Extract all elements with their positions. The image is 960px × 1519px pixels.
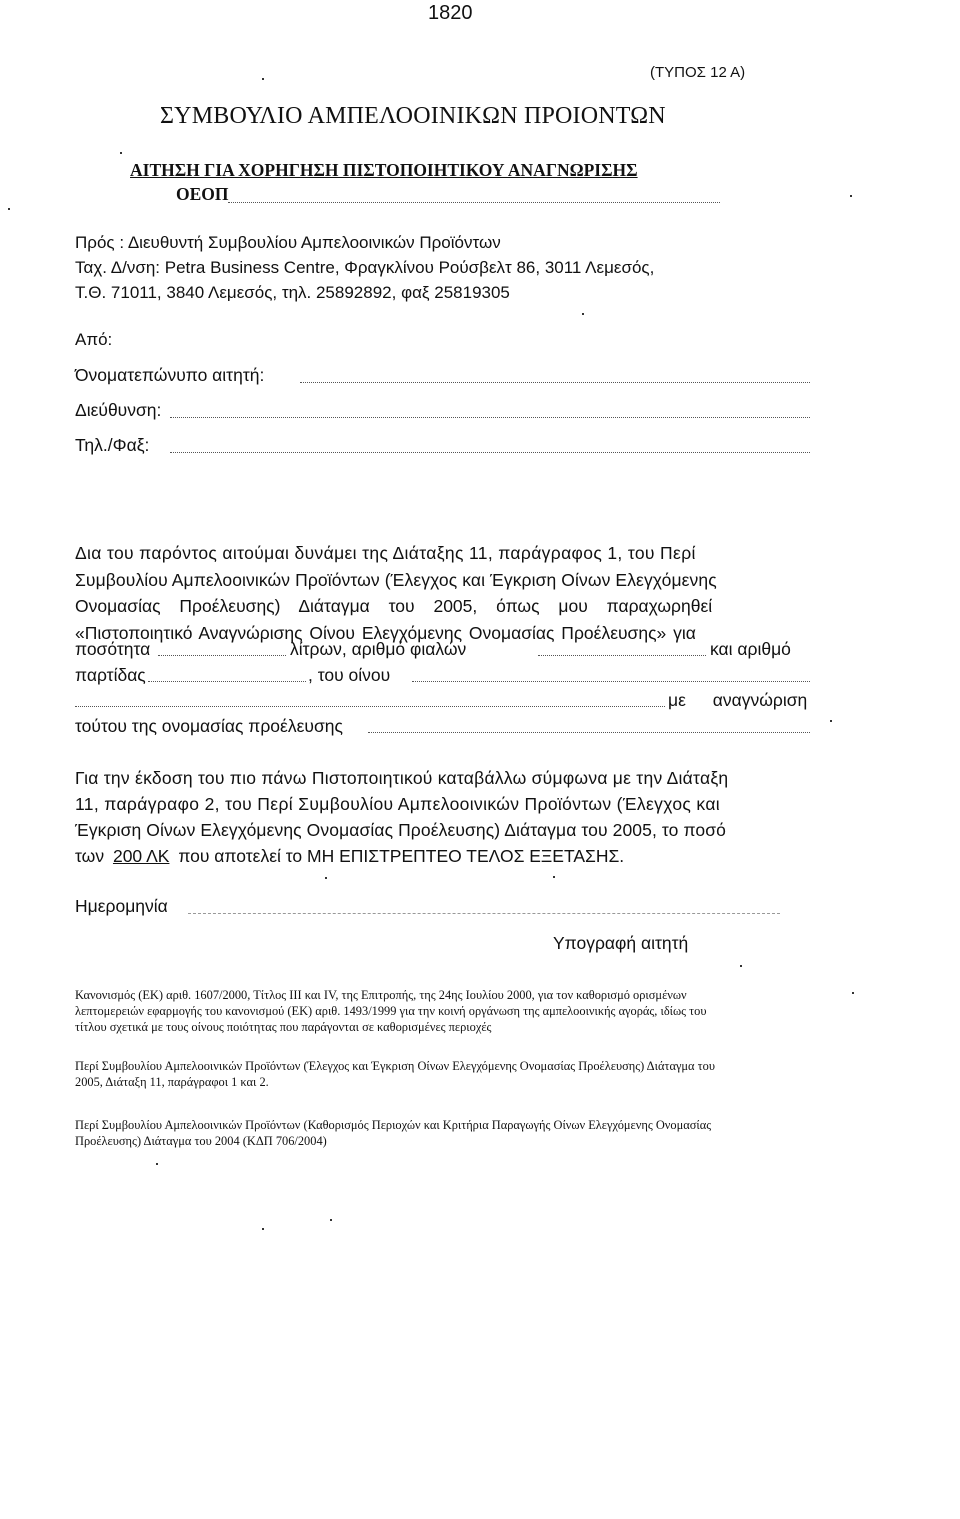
scan-speck — [553, 876, 555, 878]
page-title: ΣΥΜΒΟΥΛΙΟ ΑΜΠΕΛΟΟΙΝΙΚΩΝ ΠΡΟΙΟΝΤΩΝ — [160, 103, 666, 129]
request-paragraph — [75, 540, 812, 646]
quantity-label: ποσότητα — [75, 639, 151, 659]
scan-speck — [8, 208, 10, 210]
footnote-2-line-1: Περί Συμβουλίου Αμπελοοινικών Προϊόντων (Έλεγχος και Έγκριση Οίνων Ελεγχόμενης Ονομασίας Προέλευσης) Διάταγμα του — [75, 1059, 715, 1073]
designation-field[interactable] — [368, 732, 810, 733]
footnote-1 — [75, 987, 815, 1035]
fee-line-2: 11, παράγραφο 2, του Περί Συμβουλίου Αμπελοοινικών Προϊόντων (Έλεγχος και — [75, 794, 721, 814]
scan-speck — [850, 195, 852, 197]
fee-amount: 200 ΛΚ — [112, 846, 170, 866]
page-number: 1820 — [428, 2, 473, 24]
footnote-1-line-3: τίτλου σχετικά με τους οίνους ποιότητας που παράγονται σε καθορισμένες περιοχές — [75, 1020, 492, 1034]
batch-field[interactable] — [148, 681, 306, 682]
applicant-name-label: Όνοματεπώνυπο αιτητή: — [75, 365, 265, 385]
footnote-3-line-1: Περί Συμβουλίου Αμπελοοινικών Προϊόντων (Καθορισμός Περιοχών και Κριτήρια Παραγωγής Οίνων Ελεγχόμενης Ονομασίας — [75, 1118, 712, 1132]
scan-speck — [582, 313, 584, 315]
wine-label: , του οίνου — [308, 665, 391, 685]
request-line-4: «Πιστοποιητικό Αναγνώρισης Οίνου Ελεγχόμενης Ονομασίας Προέλευσης» για — [75, 622, 696, 643]
fee-line-4-prefix: των — [75, 846, 105, 866]
footnote-3-line-2: Προέλευσης) Διάταγμα του 2004 (ΚΔΠ 706/2004) — [75, 1134, 327, 1148]
request-line-2: Συμβουλίου Αμπελοοινικών Προϊόντων (Έλεγχος και Έγκριση Οίνων Ελεγχόμενης — [75, 569, 717, 590]
fee-paragraph — [75, 765, 812, 869]
scan-speck — [330, 1219, 332, 1221]
scan-speck — [156, 1163, 158, 1165]
footnote-1-line-2: λεπτομερειών εφαρμογής του κανονισμού (ΕΚ) αριθ. 1493/1999 για την κοινή οργάνωση της αμπελοοινικής αγοράς, ιδίως του — [75, 1004, 707, 1018]
and-number-label: και αριθμό — [710, 639, 791, 659]
scan-speck — [325, 877, 327, 879]
footnote-1-line-1: Κανονισμός (ΕΚ) αριθ. 1607/2000, Τίτλος ΙΙΙ και IV, της Επιτροπής, της 24ης Ιουλίου 2000, για τον καθορισμό ορισμένων — [75, 988, 687, 1002]
form-type-label: (ΤΥΠΟΣ 12 Α) — [650, 64, 746, 81]
oeop-label: ΟΕΟΠ — [176, 184, 229, 204]
scan-speck — [262, 78, 264, 80]
footnote-3 — [75, 1117, 815, 1149]
phone-fax-field[interactable] — [170, 452, 810, 453]
date-field[interactable] — [188, 913, 780, 914]
scan-speck — [120, 152, 122, 154]
from-label: Από: — [75, 330, 113, 349]
applicant-name-field[interactable] — [300, 382, 810, 383]
request-line-1: Δια του παρόντος αιτούμαι δυνάμει της Διάταξης 11, παράγραφος 1, του Περί — [75, 543, 696, 563]
request-line-3: Ονομασίας Προέλευσης) Διάταγμα του 2005, όπως μου παραχωρηθεί — [75, 596, 713, 616]
signature-label: Υπογραφή αιτητή — [553, 933, 689, 953]
recipient-contact-line: Τ.Θ. 71011, 3840 Λεμεσός, τηλ. 25892892, φαξ 25819305 — [75, 283, 510, 302]
designation-label: τούτου της ονομασίας προέλευσης — [75, 716, 343, 736]
date-label: Ημερομηνία — [75, 896, 168, 916]
scan-speck — [262, 1228, 264, 1230]
address-label: Διεύθυνση: — [75, 400, 162, 420]
phone-fax-label: Τηλ./Φαξ: — [75, 435, 150, 455]
footnote-2-line-2: 2005, Διάταξη 11, παράγραφοι 1 και 2. — [75, 1075, 269, 1089]
fee-line-4 — [75, 843, 812, 869]
recognition-field[interactable] — [75, 706, 665, 707]
with-recognition-label: με αναγνώριση — [668, 690, 808, 710]
address-field[interactable] — [170, 417, 810, 418]
wine-field[interactable] — [412, 681, 810, 682]
oeop-dotted-line — [228, 202, 720, 203]
fee-line-4-suffix: που αποτελεί το ΜΗ ΕΠΙΣΤΡΕΠΤΕΟ ΤΕΛΟΣ ΕΞΕΤΑΣΗΣ. — [178, 846, 625, 866]
scan-speck — [740, 965, 742, 967]
footnote-2 — [75, 1058, 815, 1090]
fee-line-1: Για την έκδοση του πιο πάνω Πιστοποιητικού καταβάλλω σύμφωνα με την Διάταξη — [75, 768, 729, 788]
quantity-field[interactable] — [158, 655, 286, 656]
recipient-line: Πρός : Διευθυντή Συμβουλίου Αμπελοοινικών Προϊόντων — [75, 233, 501, 252]
batch-label: παρτίδας — [75, 665, 146, 685]
bottles-field[interactable] — [538, 655, 706, 656]
fee-line-3: Έγκριση Οίνων Ελεγχόμενης Ονομασίας Προέλευσης) Διάταγμα του 2005, το ποσό — [75, 820, 726, 840]
form-subtitle: ΑΙΤΗΣΗ ΓΙΑ ΧΟΡΗΓΗΣΗ ΠΙΣΤΟΠΟΙΗΤΙΚΟΥ ΑΝΑΓΝΩΡΙΣΗΣ — [130, 160, 638, 180]
scan-speck — [852, 992, 854, 994]
scan-speck — [830, 720, 832, 722]
liters-label: λίτρων, αριθμό φιαλών — [290, 639, 467, 659]
recipient-address-line: Ταχ. Δ/νση: Petra Business Centre, Φραγκλίνου Ρούσβελτ 86, 3011 Λεμεσός, — [75, 258, 655, 277]
